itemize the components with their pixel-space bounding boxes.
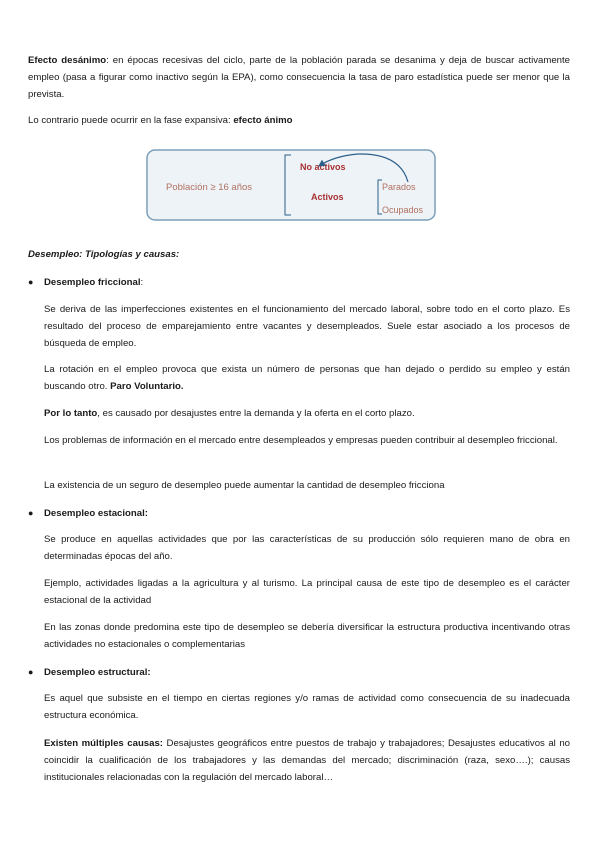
estructural-p2: Existen múltiples causas: Desajustes geográficos entre puestos de trabajo y trabajadores; Desajustes educativos al no coincidir la cualificación de los trabajadores y las demandas del mercado; discriminación (raza, sexo….); causas institucionales relacionadas con la regulación del mercado laboral…: [44, 738, 570, 783]
section-title: Desempleo: Tipologías y causas:: [28, 249, 180, 260]
diagram-activos: Activos: [311, 192, 344, 202]
bullet-icon: ●: [28, 667, 34, 677]
friccional-p3: Por lo tanto, es causado por desajustes entre la demanda y la oferta en el corto plazo.: [44, 408, 415, 419]
friccional-p1: Se deriva de las imperfecciones existentes en el funcionamiento del mercado laboral, sobre todo en el corto plazo. Es resultado del proceso de emparejamiento entre vacantes y desempleados. Suele estar asociado a los procesos de búsqueda de empleo.: [44, 304, 570, 349]
bullet-icon: ●: [28, 277, 34, 287]
estacional-title: Desempleo estacional:: [44, 508, 148, 519]
paragraph-efecto-desanimo: Efecto desánimo: en épocas recesivas del ciclo, parte de la población parada se desanima y deja de buscar activamente empleo (pasa a figurar como inactivo según la EPA), como consecuencia la tasa de paro estadística puede ser menor que la prevista.: [28, 55, 570, 100]
estacional-p1: Se produce en aquellas actividades que por las características de su producción sólo requieren mano de obra en determinadas épocas del año.: [44, 534, 570, 562]
estructural-p1: Es aquel que subsiste en el tiempo en ciertas regiones y/o ramas de actividad como consecuencia de su inadecuada estructura económica.: [44, 693, 570, 721]
population-diagram: [146, 149, 436, 221]
estacional-p2: Ejemplo, actividades ligadas a la agricultura y al turismo. La principal causa de este tipo de desempleo es el carácter estacional de la actividad: [44, 578, 570, 606]
paragraph-efecto-animo: Lo contrario puede ocurrir en la fase expansiva: efecto ánimo: [28, 115, 293, 126]
friccional-p4: Los problemas de información en el mercado entre desempleados y empresas pueden contribuir al desempleo friccional.: [44, 435, 558, 446]
friccional-p5: La existencia de un seguro de desempleo puede aumentar la cantidad de desempleo fricciona: [44, 480, 445, 491]
estacional-p3: En las zonas donde predomina este tipo de desempleo se debería diversificar la estructura productiva incentivando otras actividades no estacionales o complementarias: [44, 622, 570, 650]
diagram-ocupados: Ocupados: [382, 205, 424, 215]
diagram-parados: Parados: [382, 182, 416, 192]
diagram-poblacion: Población ≥ 16 años: [166, 182, 253, 193]
friccional-p2: La rotación en el empleo provoca que exista un número de personas que han dejado o perdido su empleo y están buscando otro. Paro Voluntario.: [44, 364, 570, 392]
diagram-no-activos: No activos: [300, 162, 346, 172]
bullet-icon: ●: [28, 508, 34, 518]
friccional-title: Desempleo friccional:: [44, 277, 144, 288]
estructural-title: Desempleo estructural:: [44, 667, 151, 678]
